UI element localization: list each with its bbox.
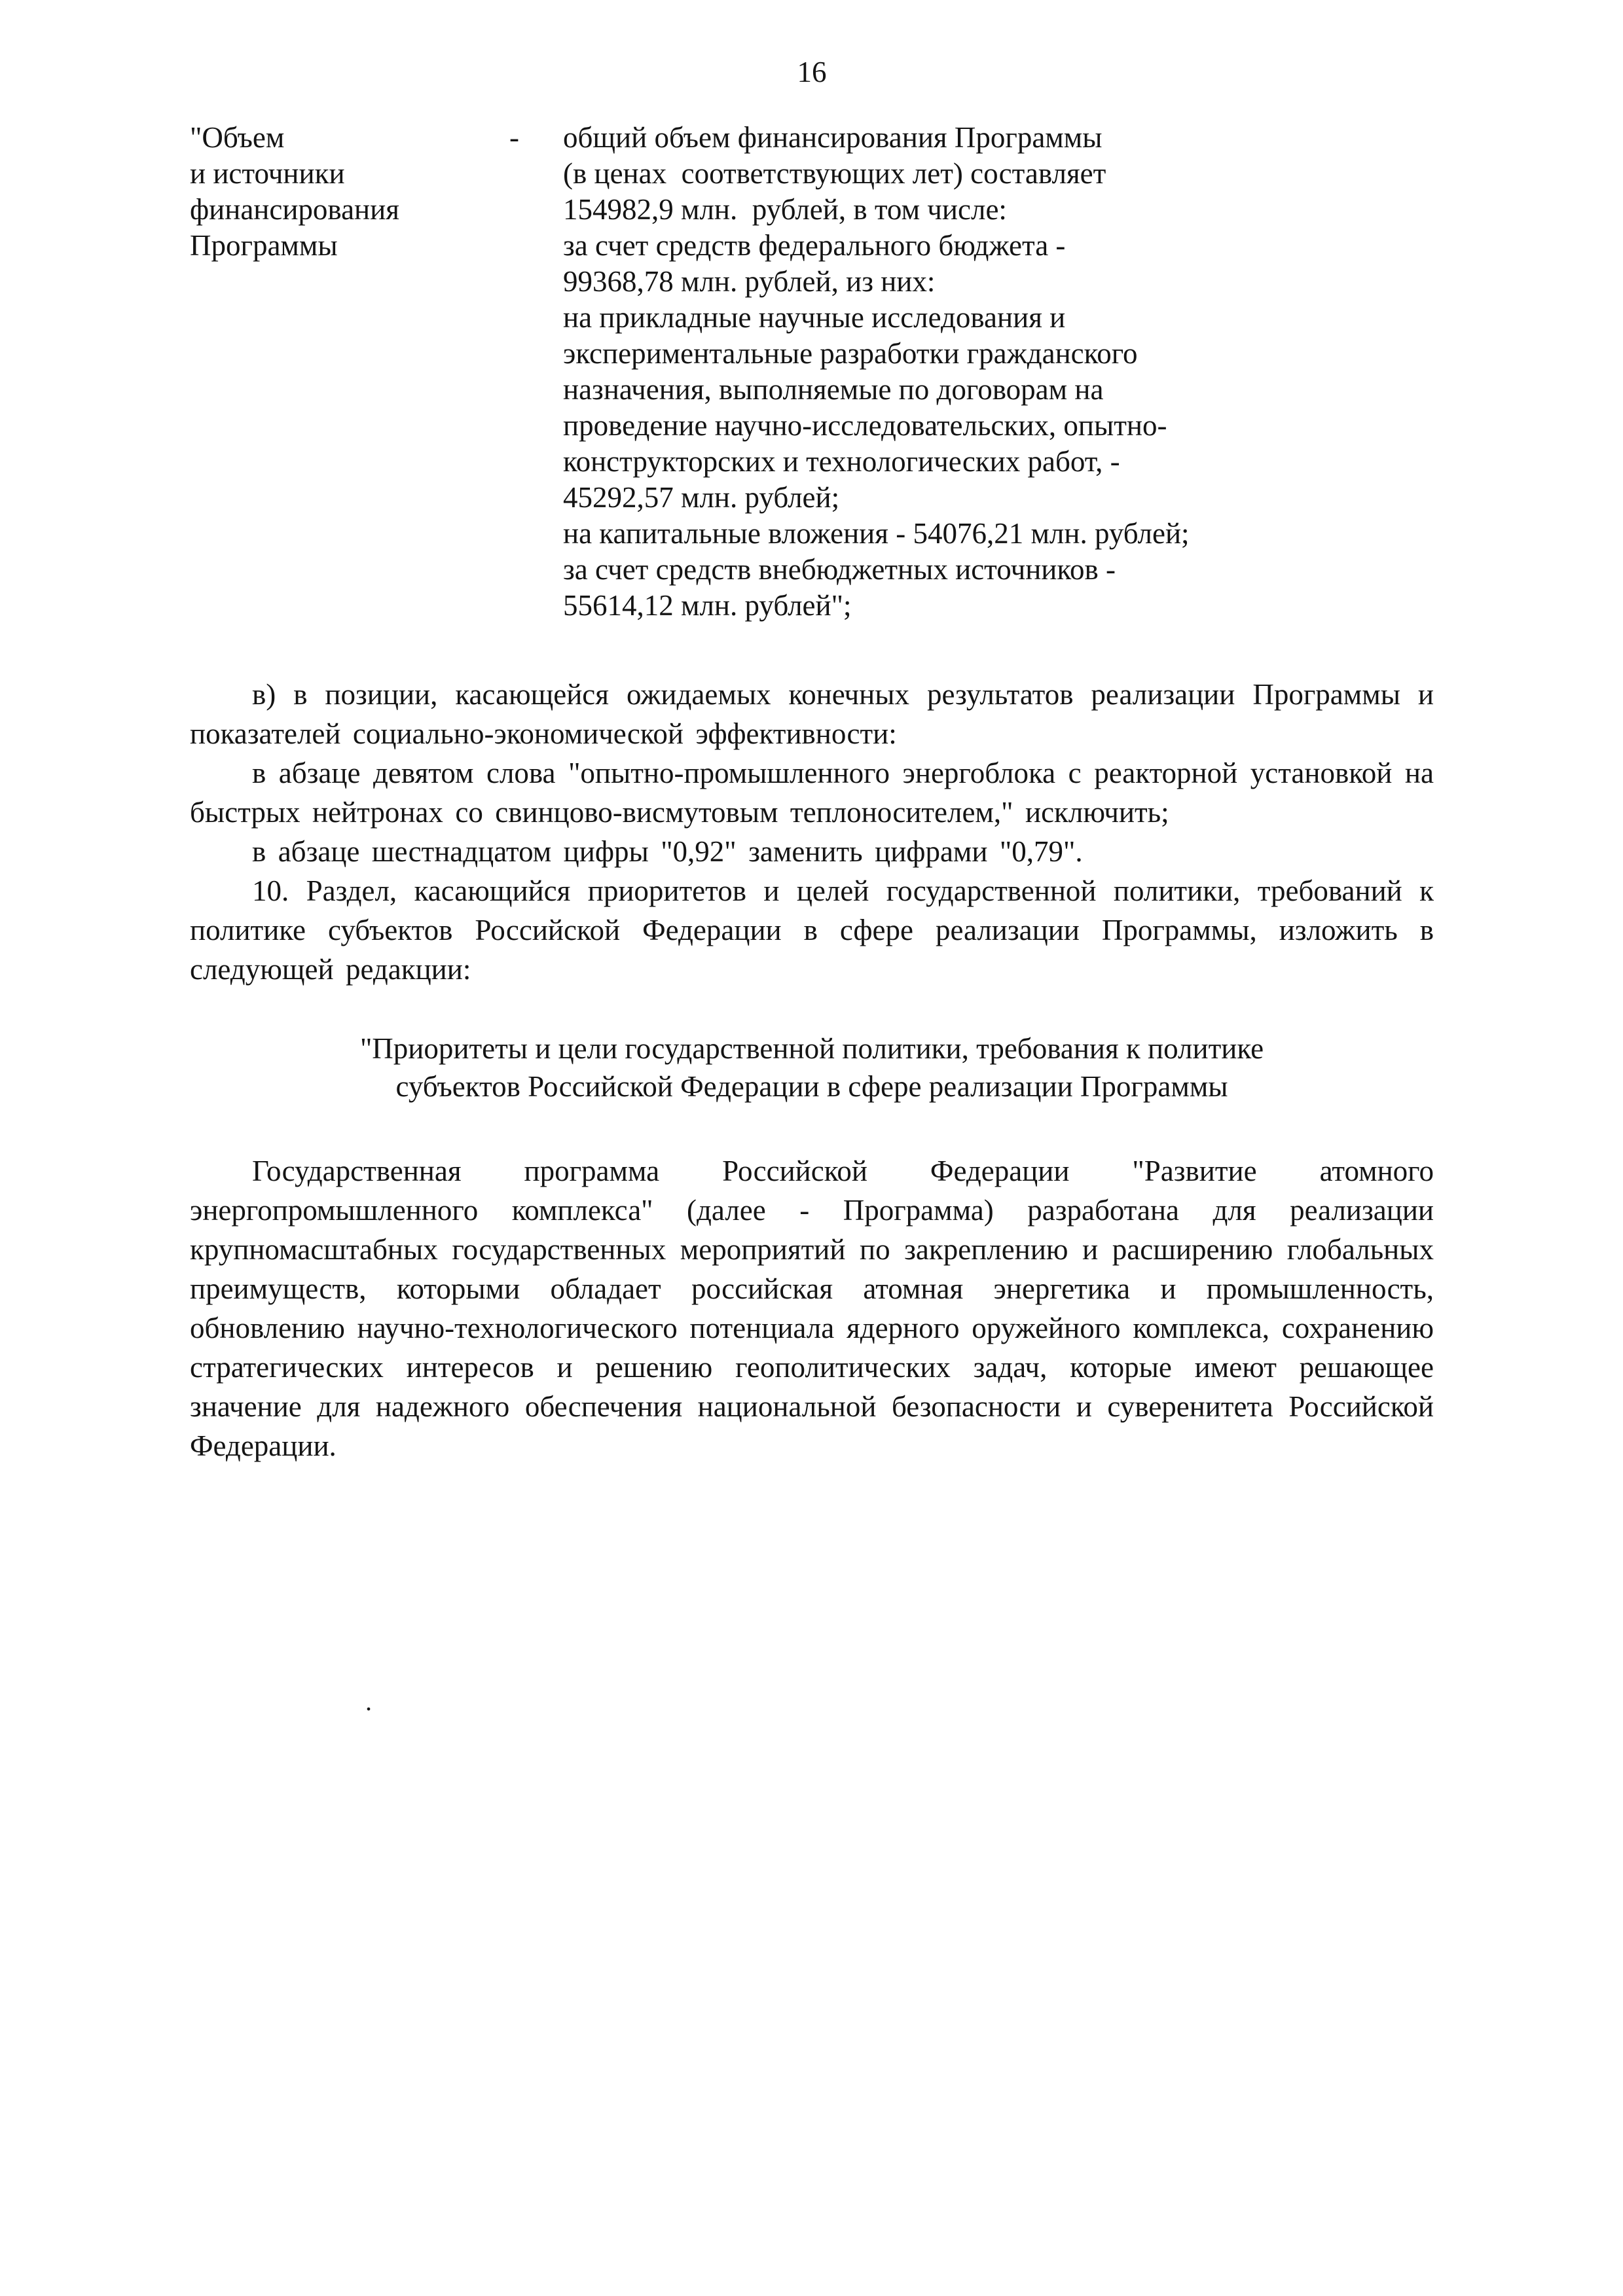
- definition-line: 99368,78 млн. рублей, из них:: [563, 265, 936, 298]
- definition-line: общий объем финансирования Программы: [563, 121, 1103, 154]
- section-heading-line: "Приоритеты и цели государственной политики, требования к политике: [359, 1032, 1264, 1065]
- definition-line: экспериментальные разработки гражданского: [563, 337, 1138, 370]
- definition-line: за счет средств федерального бюджета -: [563, 229, 1066, 262]
- page-number: 16: [797, 56, 827, 88]
- program-description-section: [190, 1151, 1434, 1465]
- term-line: Программы: [190, 229, 338, 262]
- section-heading: [190, 1030, 1434, 1105]
- stray-dot-artifact: .: [365, 1687, 372, 1716]
- term-line: и источники: [190, 157, 345, 190]
- definition-line: на капитальные вложения - 54076,21 млн. рублей;: [563, 517, 1190, 550]
- section-heading-line: субъектов Российской Федерации в сфере реализации Программы: [395, 1070, 1228, 1103]
- definition-line: (в ценах соответствующих лет) составляет: [563, 157, 1106, 190]
- funding-definition-block: [190, 120, 1434, 624]
- definition-line: на прикладные научные исследования и: [563, 301, 1066, 334]
- term-line: финансирования: [190, 193, 399, 226]
- amendment-paragraph: в) в позиции, касающейся ожидаемых конечных результатов реализации Программы и показателей социально-экономической эффективности:: [190, 678, 1434, 750]
- amendment-paragraph: в абзаце шестнадцатом цифры "0,92" заменить цифрами "0,79".: [252, 835, 1083, 868]
- definition-line: конструкторских и технологических работ, -: [563, 445, 1120, 478]
- definition-line: 45292,57 млн. рублей;: [563, 481, 840, 514]
- term-line: "Объем: [190, 121, 285, 154]
- definition-line: 55614,12 млн. рублей";: [563, 589, 852, 622]
- definition-line: за счет средств внебюджетных источников -: [563, 553, 1116, 586]
- definition-line: назначения, выполняемые по договорам на: [563, 373, 1104, 406]
- definition-term: [190, 120, 498, 264]
- definition-separator-dash: -: [509, 121, 519, 154]
- amendment-paragraph: 10. Раздел, касающийся приоритетов и целей государственной политики, требований к политике субъектов Российской Федерации в сфере реализации Программы, изложить в следующей редакции:: [190, 874, 1434, 986]
- definition-text: [563, 120, 1434, 624]
- program-description-paragraph: Государственная программа Российской Федерации "Развитие атомного энергопромышленного комплекса" (далее - Программа) разработана для реализации крупномасштабных государственных мероприятий по закреплению и расширению глобальных преимуществ, которыми обладает российская атомная энергетика и промышленность, обновлению научно-технологического потенциала ядерного оружейного комплекса, сохранению стратегических интересов и решению геополитических задач, которые имеют решающее значение для надежного обеспечения национальной безопасности и суверенитета Российской Федерации.: [190, 1155, 1434, 1462]
- amendments-section: [190, 675, 1434, 989]
- definition-line: проведение научно-исследовательских, опытно-: [563, 409, 1167, 442]
- amendment-paragraph: в абзаце девятом слова "опытно-промышленного энергоблока с реакторной установкой на быстрых нейтронах со свинцово-висмутовым теплоносителем," исключить;: [190, 757, 1434, 829]
- definition-line: 154982,9 млн. рублей, в том числе:: [563, 193, 1007, 226]
